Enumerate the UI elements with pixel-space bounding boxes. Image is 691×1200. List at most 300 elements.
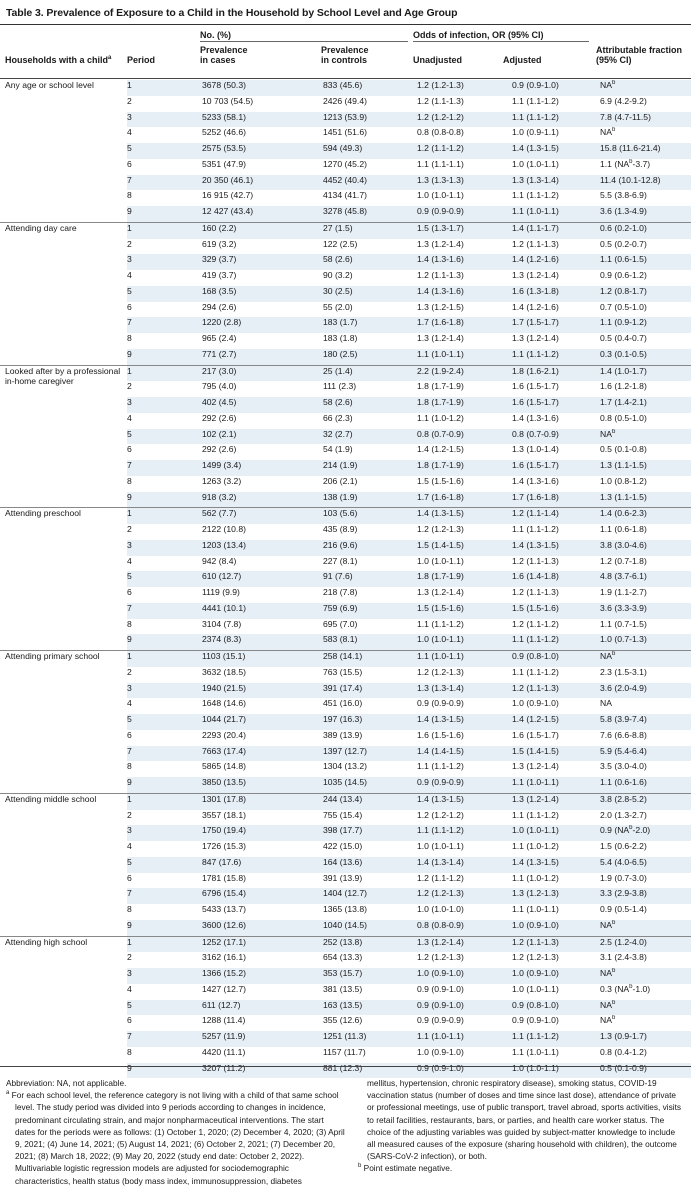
unadjusted-cell: 1.1 (1.0-1.2)	[417, 412, 464, 423]
adjusted-cell: 1.2 (1.1-1.3)	[512, 238, 559, 249]
controls-cell: 583 (8.1)	[323, 634, 417, 650]
attributable-cell: 1.6 (1.2-1.8)	[600, 381, 647, 392]
controls-cell: 422 (15.0)	[323, 841, 363, 851]
period-cell: 1	[127, 508, 202, 524]
header-spanner-rule	[200, 41, 408, 42]
period-cell: 4	[127, 412, 132, 423]
header-unadjusted: Unadjusted	[413, 55, 463, 65]
footnotes-right	[358, 1077, 684, 1175]
cases-cell: 5233 (58.1)	[202, 112, 323, 128]
controls-cell: 4452 (40.4)	[323, 175, 417, 191]
attributable-cell: 0.5 (0.4-0.7)	[600, 333, 647, 343]
controls-cell: 258 (14.1)	[323, 651, 417, 667]
period-cell: 9	[127, 634, 202, 650]
cases-cell: 771 (2.7)	[202, 349, 323, 365]
unadjusted-cell: 1.8 (1.7-1.9)	[417, 397, 512, 413]
attributable-cell: 1.0 (0.7-1.3)	[600, 634, 691, 650]
unadjusted-cell: 1.5 (1.5-1.6)	[417, 475, 464, 486]
cases-cell: 1781 (15.8)	[202, 872, 246, 883]
controls-cell: 1270 (45.2)	[323, 158, 367, 169]
period-cell: 2	[127, 238, 132, 249]
attributable-cell: 15.8 (11.6-21.4)	[600, 143, 691, 159]
unadjusted-cell: 1.1 (1.1-1.2)	[417, 761, 464, 772]
controls-cell: 66 (2.3)	[323, 412, 353, 423]
controls-cell: 4134 (41.7)	[323, 190, 367, 201]
period-cell: 7	[127, 746, 202, 762]
unadjusted-cell: 1.0 (1.0-1.1)	[417, 841, 464, 851]
attributable-cell: 0.3 (0.1-0.5)	[600, 349, 691, 365]
cases-cell: 1648 (14.6)	[202, 698, 246, 709]
unadjusted-cell: 0.9 (0.9-1.0)	[417, 983, 464, 994]
attributable-cell: 0.5 (0.2-0.7)	[600, 238, 647, 249]
adjusted-cell: 1.2 (1.2-1.3)	[512, 952, 559, 963]
footnote-b: $^b$ Point estimate negative.	[358, 1163, 453, 1174]
cases-cell: 611 (12.7)	[202, 1000, 323, 1016]
controls-cell: 398 (17.7)	[323, 825, 417, 841]
unadjusted-cell: 1.3 (1.3-1.4)	[417, 683, 512, 699]
controls-cell: 355 (12.6)	[323, 1015, 363, 1026]
group-label: Attending high school	[0, 936, 127, 1078]
cases-cell: 160 (2.2)	[202, 222, 323, 238]
unadjusted-cell: 1.2 (1.2-1.3)	[417, 666, 464, 677]
unadjusted-cell: 0.9 (0.9-0.9)	[417, 698, 464, 709]
footnote-a-continued: mellitus, hypertension, chronic respiratory disease), smoking status, COVID-19 vaccination status (number of doses and time since last dose), attendance of private or professional meetings, use of public transport, travel abroad, sports activities, visits to retail facilities, restaurants, bars, or parties, and health care worker status. The choice of the adjusting variables was guided by subject-matter knowledge to include all measured causes of the exposure (sharing household with children), the outcome (SARS-CoV-2 infection), or both.	[367, 1078, 682, 1162]
controls-cell: 654 (13.3)	[323, 952, 363, 963]
attributable-cell: 0.9 $(NA^b-2.0)$	[600, 825, 691, 841]
period-cell: 8	[127, 333, 132, 343]
controls-cell: 353 (15.7)	[323, 968, 417, 984]
adjusted-cell: 1.0 (0.9-1.0)	[512, 968, 600, 984]
adjusted-cell: 1.7 (1.6-1.8)	[512, 492, 600, 508]
adjusted-cell: 1.1 (1.1-1.2)	[512, 666, 559, 677]
cases-cell: 619 (3.2)	[202, 238, 237, 249]
adjusted-cell: 1.1 (1.0-1.1)	[512, 904, 559, 914]
attributable-cell: 2.0 (1.3-2.7)	[600, 809, 647, 820]
period-cell: 4	[127, 841, 132, 851]
unadjusted-cell: 1.3 (1.2-1.5)	[417, 301, 464, 312]
period-cell: 8	[127, 904, 132, 914]
cases-cell: 1119 (9.9)	[202, 587, 240, 597]
controls-cell: 1251 (11.3)	[323, 1031, 417, 1047]
attributable-cell: 2.5 (1.2-4.0)	[600, 936, 691, 952]
attributable-cell: $NA^b$	[600, 651, 691, 667]
cases-cell: 402 (4.5)	[202, 397, 323, 413]
controls-cell: 216 (9.6)	[323, 540, 417, 556]
controls-cell: 451 (16.0)	[323, 698, 363, 709]
attributable-cell: 0.3 $(NA^b-1.0)$	[600, 983, 651, 994]
unadjusted-cell: 1.3 (1.2-1.4)	[417, 333, 464, 343]
header-spanner-rule	[413, 41, 589, 42]
period-cell: 1	[127, 651, 202, 667]
adjusted-cell: 1.1 (1.0-1.1)	[512, 1046, 559, 1057]
adjusted-cell: 1.2 (1.1-1.2)	[512, 618, 559, 629]
cases-cell: 3850 (13.5)	[202, 777, 323, 793]
controls-cell: 55 (2.0)	[323, 301, 353, 312]
attributable-cell: 3.6 (1.3-4.9)	[600, 206, 691, 222]
adjusted-cell: 1.1 (1.1-1.2)	[512, 634, 600, 650]
header-period: Period	[127, 55, 156, 65]
adjusted-cell: 1.0 (1.0-1.1)	[512, 158, 559, 169]
unadjusted-cell: 1.2 (1.1-1.3)	[417, 270, 464, 280]
cases-cell: 1263 (3.2)	[202, 475, 242, 486]
period-cell: 6	[127, 444, 132, 455]
controls-cell: 1304 (13.2)	[323, 761, 367, 772]
unadjusted-cell: 1.0 (1.0-1.1)	[417, 634, 512, 650]
adjusted-cell: 1.4 (1.3-1.5)	[512, 143, 600, 159]
period-cell: 8	[127, 475, 132, 486]
unadjusted-cell: 0.8 (0.8-0.8)	[417, 127, 464, 138]
unadjusted-cell: 0.9 (0.9-0.9)	[417, 206, 512, 222]
cases-cell: 1288 (11.4)	[202, 1015, 246, 1026]
controls-cell: 32 (2.7)	[323, 429, 417, 445]
cases-cell: 847 (17.6)	[202, 857, 323, 873]
header-households: Households with a child$^a$	[5, 55, 112, 65]
adjusted-cell: 1.1 (1.1-1.2)	[512, 95, 559, 106]
unadjusted-cell: 1.4 (1.2-1.5)	[417, 444, 464, 455]
period-cell: 3	[127, 112, 202, 128]
cases-cell: 1726 (15.3)	[202, 841, 246, 851]
unadjusted-cell: 0.9 (0.9-1.0)	[417, 1063, 512, 1079]
controls-cell: 1040 (14.5)	[323, 920, 417, 936]
unadjusted-cell: 1.8 (1.7-1.9)	[417, 571, 512, 587]
period-cell: 6	[127, 587, 132, 597]
adjusted-cell: 1.0 (1.0-1.1)	[512, 825, 600, 841]
period-cell: 5	[127, 143, 202, 159]
controls-cell: 695 (7.0)	[323, 618, 358, 629]
period-cell: 4	[127, 270, 132, 280]
attributable-cell: 5.9 (5.4-6.4)	[600, 746, 691, 762]
unadjusted-cell: 1.0 (1.0-1.1)	[417, 190, 464, 201]
attributable-cell: 1.9 (0.7-3.0)	[600, 872, 647, 883]
adjusted-cell: 1.1 (1.0-1.1)	[512, 777, 600, 793]
attributable-cell: 3.3 (2.9-3.8)	[600, 888, 691, 904]
adjusted-cell: 1.3 (1.3-1.4)	[512, 175, 600, 191]
adjusted-cell: 1.3 (1.2-1.4)	[512, 270, 559, 280]
unadjusted-cell: 1.2 (1.2-1.3)	[417, 952, 464, 963]
cases-cell: 3600 (12.6)	[202, 920, 323, 936]
controls-cell: 218 (7.8)	[323, 587, 358, 597]
period-cell: 3	[127, 254, 202, 270]
unadjusted-cell: 1.8 (1.7-1.9)	[417, 460, 512, 476]
unadjusted-cell: 1.7 (1.6-1.8)	[417, 492, 512, 508]
adjusted-cell: 1.4 (1.2-1.6)	[512, 301, 559, 312]
period-cell: 5	[127, 286, 202, 302]
controls-cell: 183 (1.8)	[323, 333, 358, 343]
period-cell: 3	[127, 968, 202, 984]
cases-cell: 5351 (47.9)	[202, 158, 246, 169]
controls-cell: 90 (3.2)	[323, 270, 353, 280]
controls-cell: 833 (45.6)	[323, 80, 417, 96]
controls-cell: 164 (13.6)	[323, 857, 417, 873]
adjusted-cell: 0.9 (0.8-1.0)	[512, 651, 600, 667]
period-cell: 5	[127, 857, 202, 873]
cases-cell: 1499 (3.4)	[202, 460, 323, 476]
header-bottom-rule	[0, 78, 691, 79]
controls-cell: 381 (13.5)	[323, 983, 363, 994]
attributable-cell: 4.8 (3.7-6.1)	[600, 571, 691, 587]
unadjusted-cell: 1.0 (1.0-1.0)	[417, 904, 464, 914]
adjusted-cell: 1.4 (1.2-1.6)	[512, 254, 600, 270]
period-cell: 4	[127, 127, 132, 138]
unadjusted-cell: 1.1 (1.1-1.2)	[417, 618, 464, 629]
adjusted-cell: 1.5 (1.5-1.6)	[512, 603, 600, 619]
attributable-cell: 1.5 (0.6-2.2)	[600, 841, 647, 851]
header-odds: Odds of infection, OR (95% CI)	[413, 30, 544, 40]
period-cell: 8	[127, 761, 132, 772]
attributable-cell: 5.4 (4.0-6.5)	[600, 857, 691, 873]
controls-cell: 91 (7.6)	[323, 571, 417, 587]
controls-cell: 183 (1.7)	[323, 317, 417, 333]
controls-cell: 881 (12.3)	[323, 1063, 417, 1079]
adjusted-cell: 1.1 (1.1-1.2)	[512, 524, 559, 534]
footnote-a: $^a$ For each school level, the reference category is not living with a child of that same school level. The study period was divided into 9 periods according to changes in incidence, predominant circulating strain, and major nonpharmaceutical interventions. The start dates for the periods were as follows: (1) October 1, 2020; (2) December 4, 2020; (3) April 9, 2021; (4) June 14, 2021; (5) August 14, 2021; (6) October 2, 2021; (7) December 20, 2021; (8) March 18, 2022; (9) May 20, 2022 (study end date: October 2, 2022). Multivariable logistic regression models are adjusted for sociodemographic characteristics, health status (body mass index, immunosuppression, diabetes	[6, 1090, 345, 1186]
unadjusted-cell: 1.1 (1.0-1.1)	[417, 349, 512, 365]
cases-cell: 2374 (8.3)	[202, 634, 323, 650]
table-row	[0, 936, 691, 952]
cases-cell: 1940 (21.5)	[202, 683, 323, 699]
attributable-cell: 0.7 (0.5-1.0)	[600, 301, 647, 312]
cases-cell: 1252 (17.1)	[202, 936, 323, 952]
unadjusted-cell: 1.3 (1.2-1.4)	[417, 936, 512, 952]
adjusted-cell: 1.7 (1.5-1.7)	[512, 317, 600, 333]
controls-cell: 391 (17.4)	[323, 683, 417, 699]
attributable-cell: 1.2 (0.8-1.7)	[600, 286, 691, 302]
header-prev-cases: Prevalence in cases	[200, 45, 248, 65]
attributable-cell: 1.0 (0.8-1.2)	[600, 475, 647, 486]
controls-cell: 163 (13.5)	[323, 1000, 417, 1016]
cases-cell: 16 915 (42.7)	[202, 190, 254, 201]
cases-cell: 1044 (21.7)	[202, 714, 323, 730]
adjusted-cell: 1.0 (0.9-1.0)	[512, 920, 600, 936]
header-attributable: Attributable fraction (95% CI)	[596, 45, 683, 65]
header-adjusted: Adjusted	[503, 55, 542, 65]
cases-cell: 942 (8.4)	[202, 555, 237, 566]
table-row	[0, 793, 691, 809]
unadjusted-cell: 2.2 (1.9-2.4)	[417, 365, 512, 381]
attributable-cell: 0.5 (0.1-0.9)	[600, 1063, 691, 1079]
unadjusted-cell: 1.2 (1.1-1.3)	[417, 95, 464, 106]
adjusted-cell: 1.0 (0.9-1.0)	[512, 698, 559, 709]
group-label: Any age or school level	[0, 80, 127, 222]
controls-cell: 180 (2.5)	[323, 349, 417, 365]
period-cell: 1	[127, 936, 202, 952]
adjusted-cell: 1.4 (1.3-1.5)	[512, 540, 600, 556]
controls-cell: 1157 (11.7)	[323, 1046, 366, 1057]
unadjusted-cell: 1.4 (1.3-1.6)	[417, 286, 512, 302]
table-row	[0, 80, 691, 96]
cases-cell: 5433 (13.7)	[202, 904, 246, 914]
attributable-cell: 0.6 (0.2-1.0)	[600, 222, 691, 238]
controls-cell: 25 (1.4)	[323, 365, 417, 381]
adjusted-cell: 1.3 (1.2-1.4)	[512, 333, 559, 343]
period-cell: 9	[127, 777, 202, 793]
period-cell: 4	[127, 698, 132, 709]
unadjusted-cell: 1.3 (1.2-1.4)	[417, 238, 464, 249]
period-cell: 1	[127, 222, 202, 238]
group-label: Attending preschool	[0, 508, 127, 651]
controls-cell: 1397 (12.7)	[323, 746, 417, 762]
header-no-pct: No. (%)	[200, 30, 231, 40]
attributable-cell: 3.6 (2.0-4.9)	[600, 683, 691, 699]
attributable-cell: 3.6 (3.3-3.9)	[600, 603, 691, 619]
adjusted-cell: 1.6 (1.5-1.7)	[512, 460, 600, 476]
unadjusted-cell: 1.2 (1.2-1.3)	[417, 80, 512, 96]
controls-cell: 244 (13.4)	[323, 793, 417, 809]
unadjusted-cell: 1.1 (1.1-1.2)	[417, 825, 512, 841]
unadjusted-cell: 1.7 (1.6-1.8)	[417, 317, 512, 333]
unadjusted-cell: 1.5 (1.3-1.7)	[417, 222, 512, 238]
period-cell: 7	[127, 1031, 202, 1047]
controls-cell: 214 (1.9)	[323, 460, 417, 476]
cases-cell: 1103 (15.1)	[202, 651, 323, 667]
adjusted-cell: 1.2 (1.1-1.3)	[512, 555, 559, 566]
controls-cell: 1404 (12.7)	[323, 888, 417, 904]
adjusted-cell: 1.3 (1.2-1.4)	[512, 761, 559, 772]
controls-cell: 1035 (14.5)	[323, 777, 417, 793]
period-cell: 3	[127, 825, 202, 841]
unadjusted-cell: 1.4 (1.3-1.5)	[417, 508, 512, 524]
attributable-cell: $NA^b$	[600, 968, 691, 984]
table-row	[0, 222, 691, 238]
cases-cell: 610 (12.7)	[202, 571, 323, 587]
cases-cell: 20 350 (46.1)	[202, 175, 323, 191]
cases-cell: 4441 (10.1)	[202, 603, 323, 619]
controls-cell: 206 (2.1)	[323, 475, 358, 486]
unadjusted-cell: 1.6 (1.5-1.6)	[417, 729, 464, 740]
period-cell: 2	[127, 952, 132, 963]
cases-cell: 292 (2.6)	[202, 444, 237, 455]
cases-cell: 1301 (17.8)	[202, 793, 323, 809]
period-cell: 9	[127, 920, 202, 936]
data-table	[0, 80, 691, 1078]
cases-cell: 6796 (15.4)	[202, 888, 323, 904]
adjusted-cell: 1.4 (1.3-1.5)	[512, 857, 600, 873]
controls-cell: 1451 (51.6)	[323, 127, 367, 138]
controls-cell: 197 (16.3)	[323, 714, 417, 730]
attributable-cell: $NA^b$	[600, 429, 691, 445]
unadjusted-cell: 1.2 (1.2-1.2)	[417, 112, 512, 128]
attributable-cell: 1.1 (0.9-1.2)	[600, 317, 691, 333]
unadjusted-cell: 1.3 (1.3-1.3)	[417, 175, 512, 191]
adjusted-cell: 1.0 (1.0-1.1)	[512, 1063, 600, 1079]
period-cell: 3	[127, 397, 202, 413]
cases-cell: 5252 (46.6)	[202, 127, 246, 138]
adjusted-cell: 1.4 (1.3-1.6)	[512, 475, 559, 486]
adjusted-cell: 1.6 (1.4-1.8)	[512, 571, 600, 587]
period-cell: 2	[127, 666, 132, 677]
unadjusted-cell: 1.1 (1.0-1.1)	[417, 651, 512, 667]
period-cell: 5	[127, 1000, 202, 1016]
controls-cell: 391 (13.9)	[323, 872, 363, 883]
unadjusted-cell: 1.2 (1.2-1.2)	[417, 809, 464, 820]
unadjusted-cell: 0.9 (0.9-0.9)	[417, 777, 512, 793]
adjusted-cell: 1.1 (1.0-1.2)	[512, 872, 559, 883]
controls-cell: 1365 (13.8)	[323, 904, 367, 914]
controls-cell: 111 (2.3)	[323, 381, 357, 392]
adjusted-cell: 1.1 (1.1-1.2)	[512, 112, 600, 128]
unadjusted-cell: 0.8 (0.8-0.9)	[417, 920, 512, 936]
footnotes-left	[6, 1077, 346, 1187]
adjusted-cell: 1.4 (1.3-1.6)	[512, 412, 559, 423]
attributable-cell: 1.3 (1.1-1.5)	[600, 460, 691, 476]
cases-cell: 1203 (13.4)	[202, 540, 323, 556]
cases-cell: 5257 (11.9)	[202, 1031, 323, 1047]
group-label: Looked after by a professional in-home caregiver	[0, 365, 127, 508]
period-cell: 9	[127, 206, 202, 222]
period-cell: 5	[127, 714, 202, 730]
attributable-cell: $NA^b$	[600, 80, 691, 96]
cases-cell: 918 (3.2)	[202, 492, 323, 508]
period-cell: 8	[127, 618, 132, 629]
cases-cell: 4420 (11.1)	[202, 1046, 246, 1057]
unadjusted-cell: 1.5 (1.4-1.5)	[417, 540, 512, 556]
attributable-cell: 0.8 (0.4-1.2)	[600, 1046, 647, 1057]
period-cell: 9	[127, 349, 202, 365]
controls-cell: 122 (2.5)	[323, 238, 358, 249]
cases-cell: 3632 (18.5)	[202, 666, 246, 677]
unadjusted-cell: 1.3 (1.2-1.4)	[417, 587, 464, 597]
controls-cell: 759 (6.9)	[323, 603, 417, 619]
adjusted-cell: 1.1 (1.1-1.2)	[512, 809, 559, 820]
adjusted-cell: 1.3 (1.0-1.4)	[512, 444, 559, 455]
cases-cell: 3162 (16.1)	[202, 952, 246, 963]
cases-cell: 294 (2.6)	[202, 301, 237, 312]
period-cell: 6	[127, 1015, 132, 1026]
attributable-cell: 1.3 (1.1-1.5)	[600, 492, 691, 508]
period-cell: 7	[127, 603, 202, 619]
period-cell: 6	[127, 158, 132, 169]
controls-cell: 103 (5.6)	[323, 508, 417, 524]
unadjusted-cell: 1.8 (1.7-1.9)	[417, 381, 464, 392]
period-cell: 6	[127, 301, 132, 312]
attributable-cell: 11.4 (10.1-12.8)	[600, 175, 691, 191]
period-cell: 3	[127, 683, 202, 699]
adjusted-cell: 1.3 (1.2-1.4)	[512, 793, 600, 809]
cases-cell: 419 (3.7)	[202, 270, 237, 280]
unadjusted-cell: 0.8 (0.7-0.9)	[417, 429, 512, 445]
attributable-cell: 0.9 (0.5-1.4)	[600, 904, 647, 914]
period-cell: 4	[127, 983, 132, 994]
attributable-cell: 1.1 $(NA^b-3.7)$	[600, 158, 651, 169]
attributable-cell: 1.1 (0.6-1.8)	[600, 524, 647, 534]
adjusted-cell: 1.1 (1.0-1.2)	[512, 841, 559, 851]
unadjusted-cell: 0.9 (0.9-0.9)	[417, 1015, 464, 1026]
cases-cell: 1366 (15.2)	[202, 968, 323, 984]
adjusted-cell: 1.1 (1.1-1.2)	[512, 1031, 600, 1047]
table-row	[0, 508, 691, 524]
unadjusted-cell: 1.4 (1.3-1.4)	[417, 857, 512, 873]
attributable-cell: 0.9 (0.6-1.2)	[600, 270, 647, 280]
adjusted-cell: 1.5 (1.4-1.5)	[512, 746, 600, 762]
adjusted-cell: 0.9 (0.8-1.0)	[512, 1000, 600, 1016]
cases-cell: 102 (2.1)	[202, 429, 323, 445]
attributable-cell: 1.2 (0.7-1.8)	[600, 555, 647, 566]
period-cell: 6	[127, 872, 132, 883]
controls-cell: 755 (15.4)	[323, 809, 363, 820]
unadjusted-cell: 1.4 (1.3-1.6)	[417, 254, 512, 270]
cases-cell: 2122 (10.8)	[202, 524, 246, 534]
unadjusted-cell: 1.4 (1.4-1.5)	[417, 746, 512, 762]
attributable-cell: 2.3 (1.5-3.1)	[600, 666, 647, 677]
unadjusted-cell: 1.0 (0.9-1.0)	[417, 1046, 464, 1057]
attributable-cell: 1.4 (1.0-1.7)	[600, 365, 691, 381]
attributable-cell: 1.1 (0.6-1.5)	[600, 254, 691, 270]
period-cell: 6	[127, 729, 132, 740]
cases-cell: 562 (7.7)	[202, 508, 323, 524]
cases-cell: 7663 (17.4)	[202, 746, 323, 762]
adjusted-cell: 1.0 (1.0-1.1)	[512, 983, 559, 994]
table-title: Table 3. Prevalence of Exposure to a Child in the Household by School Level and Age Group	[6, 7, 458, 19]
